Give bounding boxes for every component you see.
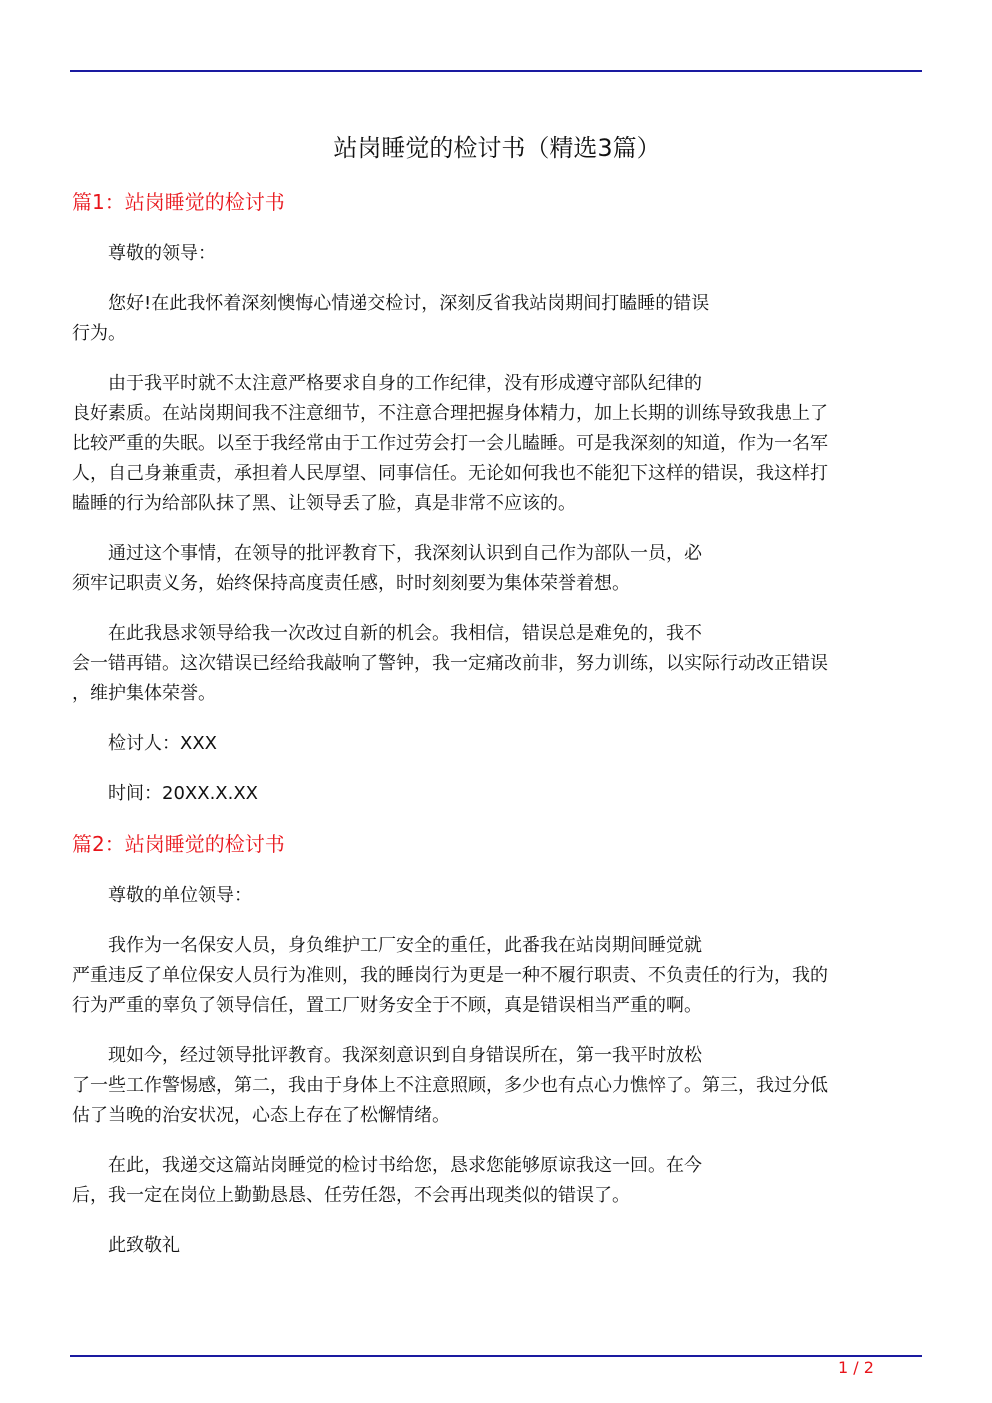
header-rule (70, 70, 922, 72)
paragraph (72, 369, 922, 519)
paragraph (72, 239, 922, 269)
text-line: 后，我一定在岗位上勤勤恳恳、任劳任怨，不会再出现类似的错误了。 (72, 1185, 630, 1206)
text-line: 瞌睡的行为给部队抹了黑、让领导丢了脸，真是非常不应该的。 (72, 493, 576, 514)
text-line: 人，自己身兼重责，承担着人民厚望、同事信任。无论如何我也不能犯下这样的错误，我这样打 (72, 463, 828, 484)
paragraph (72, 729, 922, 759)
text-line: 了一些工作警惕感，第二，我由于身体上不注意照顾，多少也有点心力憔悴了。第三，我过分低 (72, 1075, 828, 1096)
paragraph (72, 779, 922, 809)
footer-rule (70, 1355, 922, 1357)
text-line: 比较严重的失眠。以至于我经常由于工作过劳会打一会儿瞌睡。可是我深刻的知道，作为一名军 (72, 433, 828, 454)
paragraph (72, 881, 922, 911)
text-line: 会一错再错。这次错误已经给我敲响了警钟，我一定痛改前非，努力训练，以实际行动改正错误 (72, 653, 828, 674)
paragraph (72, 931, 922, 1021)
text-line: 我作为一名保安人员，身负维护工厂安全的重任，此番我在站岗期间睡觉就 (108, 935, 702, 956)
section-heading: 篇1：站岗睡觉的检讨书 (72, 190, 285, 214)
text-line: 此致敬礼 (108, 1235, 180, 1256)
document-body (72, 131, 922, 1281)
text-line: 检讨人：XXX (108, 733, 217, 754)
text-line: 通过这个事情，在领导的批评教育下，我深刻认识到自己作为部队一员，必 (108, 543, 702, 564)
text-line: 尊敬的单位领导： (108, 885, 252, 906)
text-line: 行为。 (72, 323, 126, 344)
paragraph (72, 539, 922, 599)
text-line: 您好!在此我怀着深刻懊悔心情递交检讨，深刻反省我站岗期间打瞌睡的错误 (108, 293, 710, 314)
text-line: 在此，我递交这篇站岗睡觉的检讨书给您，恳求您能够原谅我这一回。在今 (108, 1155, 702, 1176)
document-title: 站岗睡觉的检讨书（精选3篇） (333, 134, 661, 162)
paragraph (72, 1231, 922, 1261)
paragraph (72, 289, 922, 349)
section-heading: 篇2：站岗睡觉的检讨书 (72, 832, 285, 856)
text-line: 尊敬的领导： (108, 243, 216, 264)
paragraph (72, 619, 922, 709)
text-line: 严重违反了单位保安人员行为准则，我的睡岗行为更是一种不履行职责、不负责任的行为，我的 (72, 965, 828, 986)
text-line: 估了当晚的治安状况，心态上存在了松懈情绪。 (72, 1105, 450, 1126)
text-line: 行为严重的辜负了领导信任，置工厂财务安全于不顾，真是错误相当严重的啊。 (72, 995, 702, 1016)
page-number: 1 / 2 (838, 1358, 874, 1377)
text-line: 由于我平时就不太注意严格要求自身的工作纪律，没有形成遵守部队纪律的 (108, 373, 702, 394)
text-line: 在此我恳求领导给我一次改过自新的机会。我相信，错误总是难免的，我不 (108, 623, 702, 644)
text-line: 时间：20XX.X.XX (108, 783, 259, 804)
text-line: ，维护集体荣誉。 (72, 683, 216, 704)
paragraph (72, 1041, 922, 1131)
text-line: 现如今，经过领导批评教育。我深刻意识到自身错误所在，第一我平时放松 (108, 1045, 702, 1066)
paragraph (72, 1151, 922, 1211)
text-line: 须牢记职责义务，始终保持高度责任感，时时刻刻要为集体荣誉着想。 (72, 573, 630, 594)
text-line: 良好素质。在站岗期间我不注意细节，不注意合理把握身体精力，加上长期的训练导致我患上了 (72, 403, 828, 424)
